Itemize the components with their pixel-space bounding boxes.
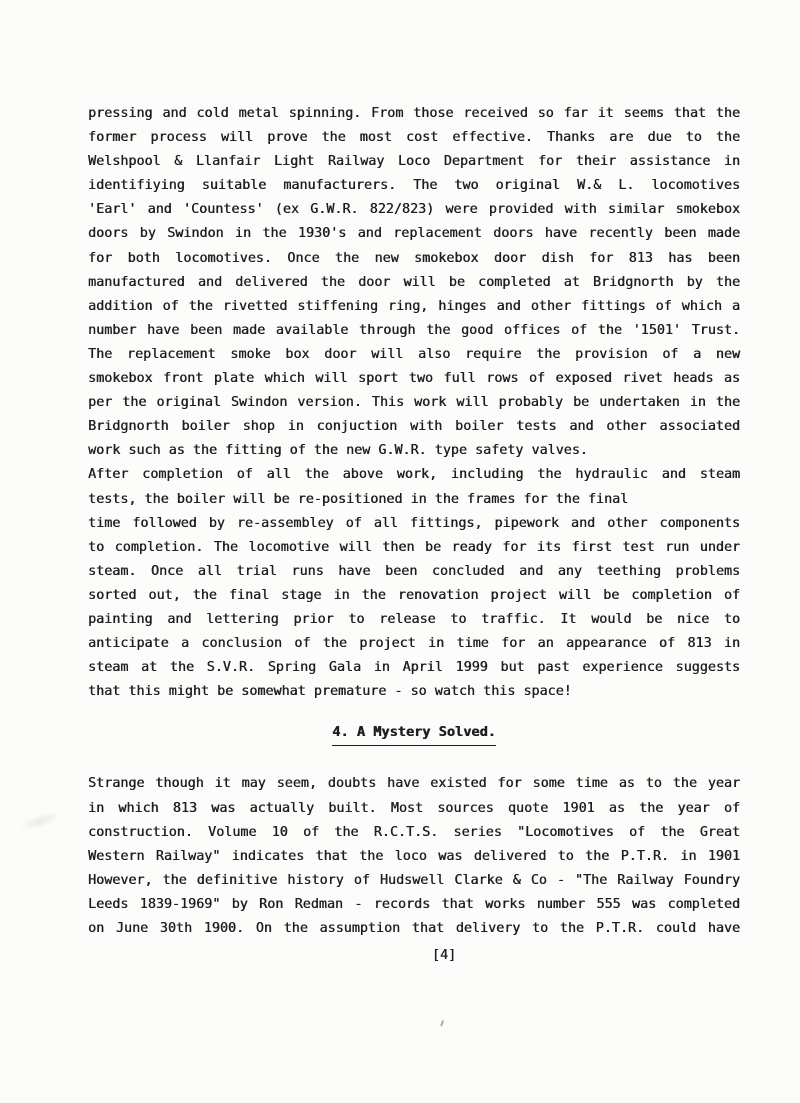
text-line: construction. Volume 10 of the R.C.T.S. series "Locomotives of the Great <box>88 824 740 840</box>
text-line: pressing and cold metal spinning. From those received so far it seems that the <box>88 106 740 121</box>
text-line: However, the definitive history of Hudswell Clarke & Co - "The Railway Foundry <box>88 872 740 888</box>
text-line: to completion. The locomotive will then be ready for its first test run under <box>88 539 740 555</box>
text-line: former process will prove the most cost effective. Thanks are due to the <box>88 130 740 146</box>
text-line: per the original Swindon version. This work will probably be undertaken in the <box>88 395 740 411</box>
text-line: that this might be somewhat premature - so watch this space! <box>88 684 572 700</box>
text-line: addition of the rivetted stiffening ring, hinges and other fittings of which a <box>88 298 740 314</box>
paragraph-mystery-solved <box>88 772 740 941</box>
text-line: Leeds 1839-1969" by Ron Redman - records that works number 555 was completed <box>88 896 740 912</box>
text-line: Strange though it may seem, doubts have existed for some time as to the year <box>88 776 740 792</box>
section-heading <box>88 720 740 746</box>
text-line: work such as the fitting of the new G.W.R. type safety valves. <box>88 443 588 459</box>
text-line: The replacement smoke box door will also require the provision of a new <box>88 346 740 362</box>
text-line: time followed by re-assembley of all fittings, pipework and other components <box>88 515 740 531</box>
text-line: in which 813 was actually built. Most sources quote 1901 as the year of <box>88 800 740 816</box>
text-line: Bridgnorth boiler shop in conjuction with boiler tests and other associated <box>88 419 740 435</box>
text-line: on June 30th 1900. On the assumption that delivery to the P.T.R. could have <box>88 921 740 936</box>
text-line: manufactured and delivered the door will be completed at Bridgnorth by the <box>88 274 740 290</box>
text-line: steam. Once all trial runs have been concluded and any teething problems <box>88 563 740 579</box>
text-line: steam at the S.V.R. Spring Gala in April 1999 but past experience suggests <box>88 660 740 676</box>
text-line: After completion of all the above work, including the hydraulic and steam <box>88 467 740 483</box>
text-line: Welshpool & Llanfair Light Railway Loco Department for their assistance in <box>88 154 740 170</box>
text-line: for both locomotives. Once the new smokebox door dish for 813 has been <box>88 250 740 266</box>
text-line: anticipate a conclusion of the project in time for an appearance of 813 in <box>88 636 740 652</box>
text-line: 'Earl' and 'Countess' (ex G.W.R. 822/823) were provided with similar smokebox <box>88 202 740 218</box>
text-line: number have been made available through the good offices of the '1501' Trust. <box>88 322 740 338</box>
page-number: [4] <box>431 948 457 964</box>
text-line: Western Railway" indicates that the loco was delivered to the P.T.R. in 1901 <box>88 848 740 864</box>
document-body <box>88 102 740 968</box>
scan-smudge <box>17 808 63 835</box>
text-line: doors by Swindon in the 1930's and replacement doors have recently been made <box>88 226 740 242</box>
text-line: identifiying suitable manufacturers. The two original W.& L. locomotives <box>88 178 740 194</box>
text-line: smokebox front plate which will sport two full rows of exposed rivet heads as <box>88 371 740 387</box>
paragraph-restoration-news <box>88 102 740 704</box>
text-line: sorted out, the final stage in the renovation project will be completion of <box>88 587 740 603</box>
text-line: painting and lettering prior to release to traffic. It would be nice to <box>88 611 740 627</box>
scan-mark <box>440 1020 448 1028</box>
text-line: tests, the boiler will be re-positioned in the frames for the final <box>88 491 629 507</box>
section-heading-text: 4. A Mystery Solved. <box>332 720 496 746</box>
